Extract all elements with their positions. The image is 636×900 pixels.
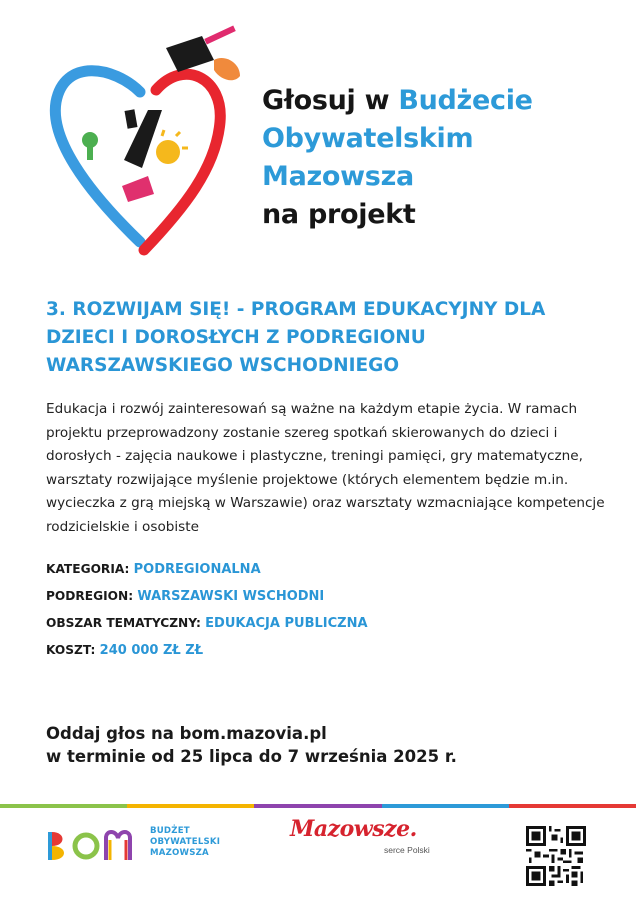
meta-area	[46, 610, 368, 637]
headline-line1-a: Głosuj w	[262, 85, 399, 116]
headline	[262, 82, 533, 234]
headline-line3: Mazowsza	[262, 161, 414, 192]
rainbow-divider	[0, 804, 636, 808]
bom-line1: BUDŻET	[150, 826, 190, 836]
cta-line2: w terminie od 25 lipca do 7 września 2025 r.	[46, 747, 457, 766]
area-value: EDUKACJA PUBLICZNA	[205, 616, 368, 631]
area-label: OBSZAR TEMATYCZNY:	[46, 616, 201, 630]
project-title: 3. ROZWIJAM SIĘ! - PROGRAM EDUKACYJNY DLA DZIECI I DOROSŁYCH Z PODREGIONU WARSZAWSKIEGO WSCHODNIEGO	[46, 299, 546, 376]
cost-label: KOSZT:	[46, 643, 96, 657]
qr-code-icon	[526, 826, 586, 886]
mazowsze-subtitle: serce Polski	[384, 845, 430, 855]
headline-line4: na projekt	[262, 199, 416, 230]
bom-line3: MAZOWSZA	[150, 848, 209, 858]
project-description: Edukacja i rozwój zainteresowań są ważne na każdym etapie życia. W ramach projektu przeprowadzony zostanie szereg spotkań skierowanych do dzieci i dorosłych - zajęcia naukowe i plastyczne, treningi pamięci, gry matematyczne, warsztaty rozwijające myślenie projektowe (których elementem będzie m.in. wycieczka z grą miejską w Warszawie) oraz warsztaty wzmacniające kompetencje rodzicielskie i osobiste	[46, 401, 605, 535]
meta-category	[46, 556, 368, 583]
subregion-label: PODREGION:	[46, 589, 134, 603]
category-label: KATEGORIA:	[46, 562, 130, 576]
cta-line1: Oddaj głos na bom.mazovia.pl	[46, 724, 327, 743]
meta-subregion	[46, 583, 368, 610]
headline-line1-b: Budżecie	[398, 85, 533, 116]
subregion-value: WARSZAWSKI WSCHODNI	[137, 589, 325, 604]
bom-line2: OBYWATELSKI	[150, 837, 221, 847]
category-value: PODREGIONALNA	[133, 562, 261, 577]
meta-cost	[46, 637, 368, 664]
cost-value: 240 000 ZŁ ZŁ	[99, 643, 204, 658]
bom-text	[150, 826, 220, 859]
call-to-action	[46, 722, 457, 768]
headline-line2: Obywatelskim	[262, 123, 474, 154]
project-meta	[46, 556, 368, 664]
heart-face-logo	[44, 18, 254, 258]
mazowsze-logo: Mazowsze.	[290, 816, 417, 842]
